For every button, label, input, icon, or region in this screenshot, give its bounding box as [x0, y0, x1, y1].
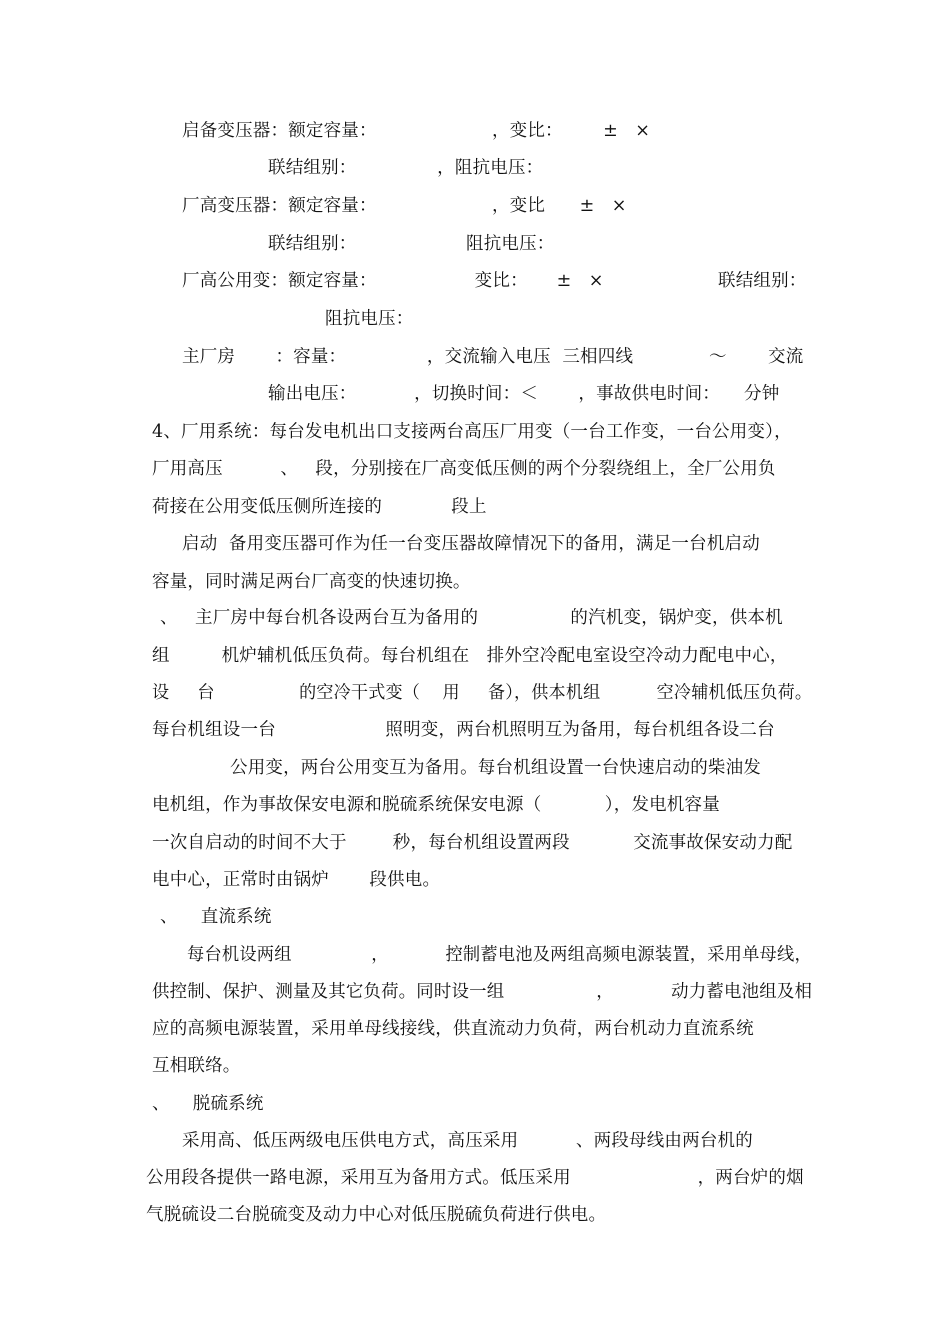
text-line: 联结组别： 阻抗电压： [268, 234, 555, 254]
text-line: 应的高频电源装置，采用单母线接线，供直流动力负荷，两台机动力直流系统 [152, 1019, 754, 1039]
text-line: 电中心，正常时由锅炉 段供电。 [152, 870, 441, 890]
text-line: 厂高变压器：额定容量： ，变比 ± × [182, 196, 627, 216]
text-line: 气脱硫设二台脱硫变及动力中心对低压脱硫负荷进行供电。 [146, 1205, 607, 1225]
text-line: 容量，同时满足两台厂高变的快速切换。 [152, 572, 471, 592]
text-line: 交流 [768, 347, 804, 367]
text-line: 启动 备用变压器可作为任一台变压器故障情况下的备用，满足一台机启动 [182, 534, 760, 554]
text-line: 公用段各提供一路电源，采用互为备用方式。低压采用 ，两台炉的烟 [146, 1168, 804, 1188]
text-line: 联结组别： ，阻抗电压： [268, 158, 544, 178]
text-line: 每台机设两组 ， 控制蓄电池及两组高频电源装置，采用单母线， [187, 945, 812, 965]
text-line: 、 直流系统 [160, 907, 272, 927]
text-line: 供控制、保护、测量及其它负荷。同时设一组 ， 动力蓄电池组及相 [152, 982, 813, 1002]
text-line: 互相联络。 [152, 1056, 241, 1076]
text-line: 采用高、低压两级电压供电方式，高压采用 、两段母线由两台机的 [182, 1131, 753, 1151]
text-line: 厂用高压 、 段，分别接在厂高变低压侧的两个分裂绕组上，全厂公用负 [152, 459, 776, 479]
text-line: 电机组，作为事故保安电源和脱硫系统保安电源（ ），发电机容量 [152, 795, 720, 815]
text-line: 一次自启动的时间不大于 秒，每台机组设置两段 交流事故保安动力配 [152, 833, 793, 853]
text-line: 设 台 的空冷干式变（ 用 备），供本机组 空冷辅机低压负荷。 [152, 683, 813, 703]
text-line: 联结组别： [718, 271, 807, 291]
text-line: 荷接在公用变低压侧所连接的 段上 [152, 497, 487, 517]
text-line: 启备变压器：额定容量： ，变比： ± × [182, 121, 651, 141]
text-line: 每台机组设一台 照明变，两台机照明互为备用，每台机组各设二台 [152, 720, 775, 740]
text-line: 、 脱硫系统 [152, 1094, 264, 1114]
text-line: 公用变，两台公用变互为备用。每台机组设置一台快速启动的柴油发 [230, 758, 761, 778]
text-line: 组 机炉辅机低压负荷。每台机组在 排外空冷配电室设空冷动力配电中心， [152, 646, 788, 666]
text-line: 厂高公用变：额定容量： 变比： ± × [182, 271, 604, 291]
text-line: 、 主厂房中每台机各设两台互为备用的 的汽机变，锅炉变，供本机 [160, 608, 783, 628]
text-line: 分钟 [744, 384, 780, 404]
text-line: 主厂房 ：容量： ，交流输入电压 三相四线 [182, 347, 634, 367]
text-line: 4、厂用系统：每台发电机出口支接两台高压厂用变（一台工作变，一台公用变）， [152, 422, 792, 442]
text-line: 阻抗电压： [325, 309, 414, 329]
text-line: 输出电压： ，切换时间：＜ ，事故供电时间： [268, 384, 720, 404]
text-line: ～ [709, 347, 727, 367]
